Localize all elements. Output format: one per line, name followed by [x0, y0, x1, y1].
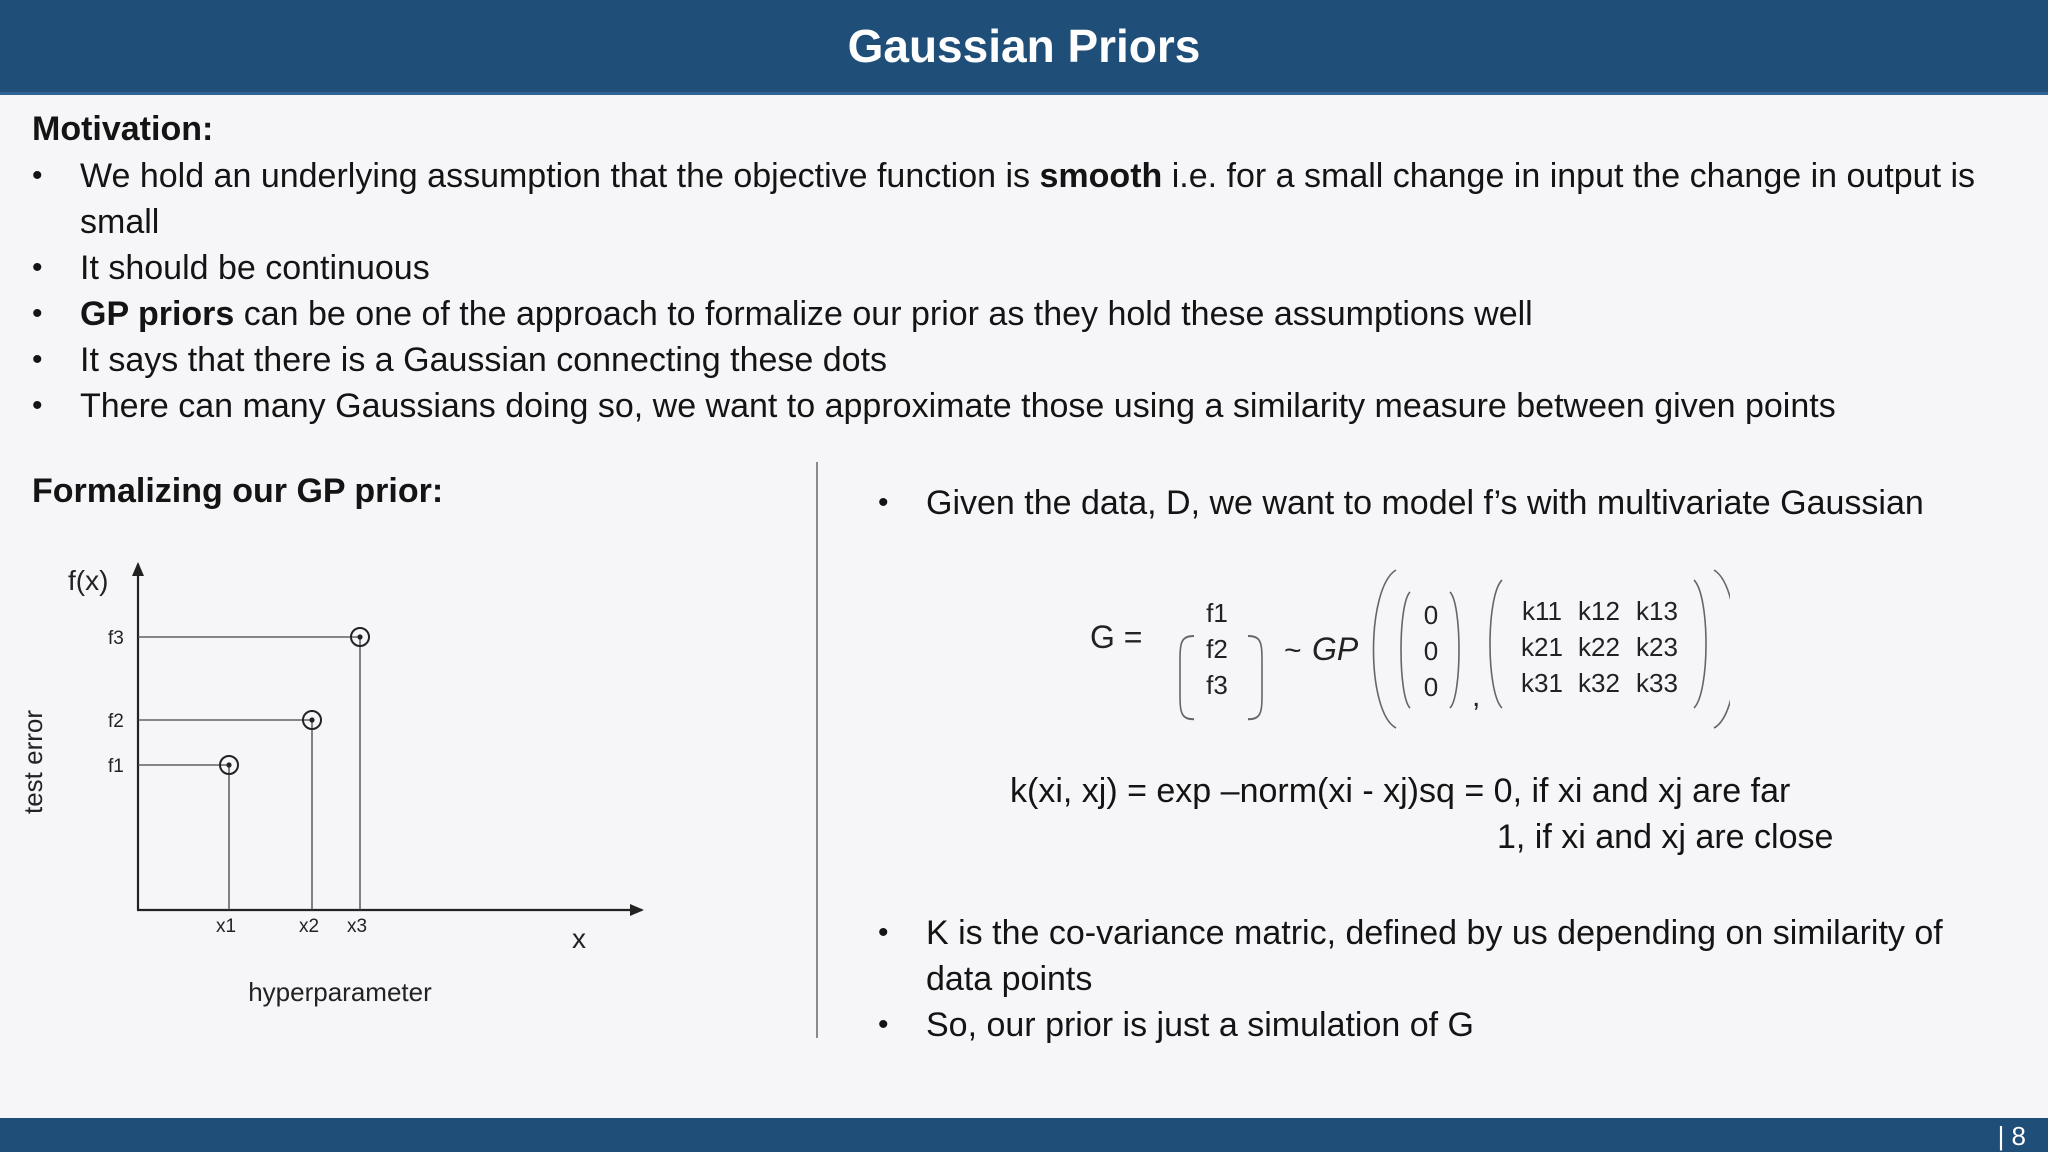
page-number: | 8 — [1997, 1121, 2026, 1151]
bullet-dot: • — [32, 343, 43, 376]
cov-entry: k31 — [1521, 668, 1563, 698]
cov-entry: k13 — [1636, 596, 1678, 626]
tilde: ~ — [1284, 634, 1302, 667]
gp-equation — [1050, 560, 1730, 740]
data-point-dot — [309, 717, 314, 722]
motivation-item — [32, 337, 2022, 383]
vector-entry: f3 — [1206, 670, 1228, 700]
item-bold: smooth — [1039, 157, 1163, 195]
data-point-dot — [226, 762, 231, 767]
bullet-dot: • — [878, 1008, 889, 1041]
item-text: It should be continuous — [80, 249, 430, 287]
mean-entry: 0 — [1423, 672, 1439, 702]
y-tick-label: f2 — [108, 711, 124, 732]
cov-entry: k11 — [1522, 596, 1562, 626]
kernel-definition — [1010, 768, 1833, 860]
x-caption: hyperparameter — [248, 977, 432, 1007]
cov-paren-left — [1490, 580, 1502, 708]
cov-entry: k23 — [1636, 632, 1678, 662]
motivation-heading: Motivation: — [32, 110, 214, 148]
title-bar — [0, 0, 2048, 95]
footer-bar — [0, 1118, 2048, 1152]
item-text: i.e. for a small change in input the change in output is small — [80, 157, 1976, 241]
vector-bracket-right — [1248, 636, 1262, 719]
bullet-dot: • — [32, 251, 43, 284]
right-list-bottom — [878, 910, 2008, 1048]
slide-title: Gaussian Priors — [847, 20, 1201, 72]
x-tick-label: x1 — [215, 916, 237, 937]
equation-lhs: G = — [1090, 619, 1143, 655]
motivation-item — [32, 245, 2022, 291]
cov-entry: k12 — [1578, 596, 1620, 626]
vector-entry: f1 — [1206, 598, 1228, 628]
gp-paren-right — [1714, 570, 1730, 728]
cov-paren-right — [1694, 580, 1706, 708]
mean-paren-left — [1401, 592, 1410, 708]
motivation-item — [32, 153, 2022, 245]
cov-entry: k33 — [1636, 668, 1678, 698]
gp-prior-diagram — [0, 540, 800, 1040]
bullet-dot: • — [32, 159, 43, 192]
data-point-dot — [357, 634, 362, 639]
y-side-label: test error — [18, 709, 48, 815]
bullet-text: Given the data, D, we want to model f’s with multivariate Gaussian — [926, 484, 1924, 522]
cov-entry: k21 — [1521, 632, 1563, 662]
right-list-top — [878, 480, 2008, 526]
motivation-section — [32, 110, 2022, 429]
item-bold: GP priors — [80, 295, 235, 333]
column-divider — [816, 462, 818, 1038]
mean-entry: 0 — [1423, 600, 1439, 630]
gp-paren-left — [1374, 570, 1397, 728]
item-text: There can many Gaussians doing so, we want to approximate those using a similarity measure between given points — [80, 387, 1836, 425]
x-tick-label: x2 — [298, 916, 320, 937]
item-text: We hold an underlying assumption that the objective function is — [80, 157, 1040, 195]
bullet-dot: • — [878, 916, 889, 949]
bullet-text: So, our prior is just a simulation of G — [926, 1006, 1475, 1044]
cov-entry: k32 — [1578, 668, 1620, 698]
bullet-text: K is the co-variance matric, defined by us depending on similarity of data points — [926, 914, 1943, 998]
bullet-dot: • — [32, 389, 43, 422]
formalizing-heading: Formalizing our GP prior: — [32, 472, 444, 510]
y-axis-label: f(x) — [68, 565, 109, 596]
comma: , — [1472, 680, 1481, 713]
motivation-list — [32, 153, 2022, 429]
bullet-dot: • — [878, 486, 889, 519]
y-tick-label: f1 — [108, 756, 124, 777]
mean-entry: 0 — [1423, 636, 1439, 666]
vector-entry: f2 — [1206, 634, 1228, 664]
kernel-line-close: 1, if xi and xj are close — [1497, 818, 1834, 856]
right-bullet-data — [878, 480, 2008, 526]
motivation-item — [32, 383, 2022, 429]
mean-paren-right — [1450, 592, 1459, 708]
motivation-item — [32, 291, 2022, 337]
kernel-line-far: k(xi, xj) = exp –norm(xi - xj)sq = 0, if xi and xj are far — [1010, 772, 1791, 810]
x-axis-label: x — [572, 923, 586, 954]
item-text: It says that there is a Gaussian connecting these dots — [80, 341, 888, 379]
cov-entry: k22 — [1578, 632, 1620, 662]
x-tick-label: x3 — [346, 916, 368, 937]
gp-symbol: GP — [1312, 631, 1359, 667]
plot-marks — [108, 628, 369, 937]
y-tick-label: f3 — [108, 628, 124, 649]
bullet-dot: • — [32, 297, 43, 330]
right-bullet-covariance — [878, 910, 2008, 1002]
item-text: can be one of the approach to formalize our prior as they hold these assumptions well — [234, 295, 1533, 333]
right-bullet-simulation — [878, 1002, 2008, 1048]
vector-bracket-left — [1180, 636, 1194, 719]
